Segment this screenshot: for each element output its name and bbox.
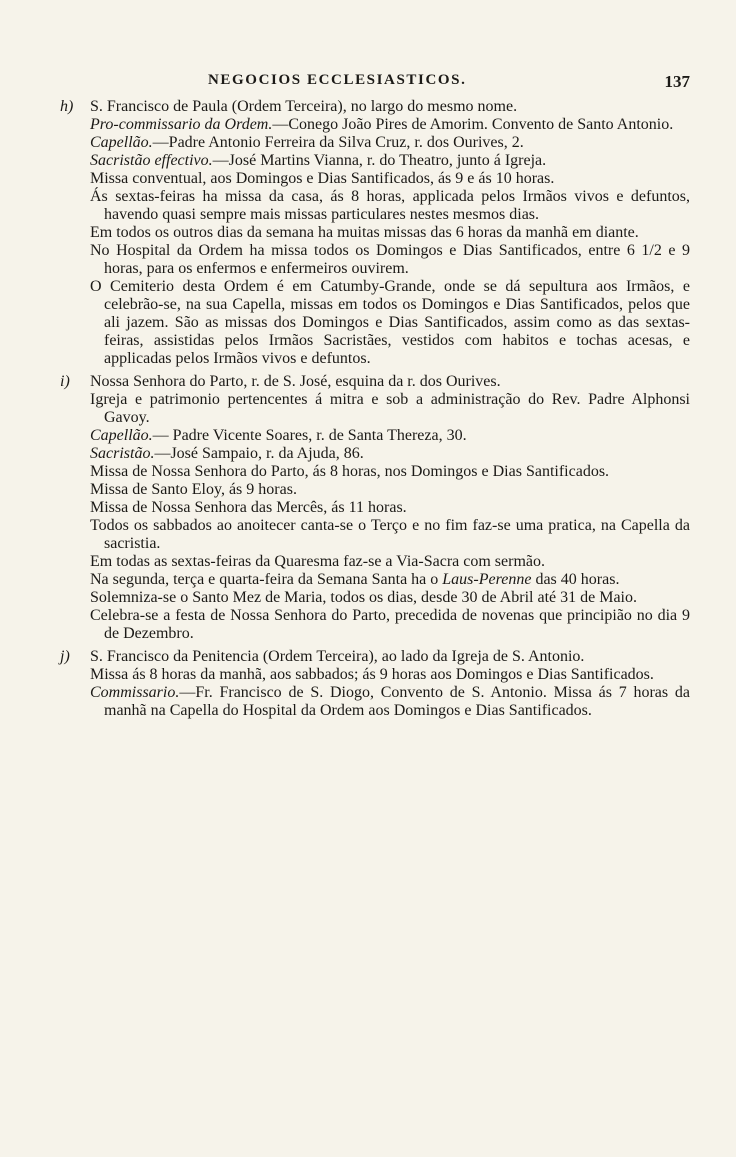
paragraph-text: Ás sextas-feiras ha missa da casa, ás 8 horas, applicada pelos Irmãos vivos e defuntos, havendo quasi sempre mais missas particulares nestes mesmos dias. <box>90 188 690 223</box>
paragraph-text: —José Martins Vianna, r. do Theatro, junto á Igreja. <box>212 152 547 169</box>
entry-h <box>60 98 690 368</box>
paragraph-italic-term: Laus-Perenne <box>442 571 532 588</box>
entry-marker: j) <box>60 648 70 665</box>
entry-paragraph <box>90 517 690 553</box>
entry-paragraph <box>90 134 690 152</box>
entry-marker: h) <box>60 98 74 115</box>
entry-paragraph <box>90 481 690 499</box>
paragraph-text: — Padre Vicente Soares, r. de Santa Thereza, 30. <box>152 427 467 444</box>
page-header <box>60 72 690 96</box>
entry-title: S. Francisco da Penitencia (Ordem Terceira), ao lado da Igreja de S. Antonio. <box>90 648 585 665</box>
paragraph-text: Missa de Nossa Senhora do Parto, ás 8 horas, nos Domingos e Dias Santificados. <box>90 463 610 480</box>
paragraph-text: —Fr. Francisco de S. Diogo, Convento de S. Antonio. Missa ás 7 horas da manhã na Capella do Hospital da Ordem aos Domingos e Dias Santificados. <box>104 684 690 719</box>
paragraph-text: Missa conventual, aos Domingos e Dias Santificados, ás 9 e ás 10 horas. <box>90 170 555 187</box>
paragraph-text: Missa de Nossa Senhora das Mercês, ás 11 horas. <box>90 499 407 516</box>
paragraph-text: —José Sampaio, r. da Ajuda, 86. <box>154 445 364 462</box>
entry-paragraph <box>90 391 690 427</box>
running-head: NEGOCIOS ECCLESIASTICOS. <box>208 72 467 88</box>
paragraph-label: Sacristão. <box>90 445 155 462</box>
paragraph-text: Solemniza-se o Santo Mez de Maria, todos os dias, desde 30 de Abril até 31 de Maio. <box>90 589 637 606</box>
paragraph-text: Em todos os outros dias da semana ha muitas missas das 6 horas da manhã em diante. <box>90 224 639 241</box>
paragraph-text-tail: das 40 horas. <box>531 571 620 588</box>
paragraph-text: O Cemiterio desta Ordem é em Catumby-Grande, onde se dá sepultura aos Irmãos, e celebrão-se, na sua Capella, missas em todos os Domingos e Dias Santificados, pelos que ali jazem. São as missas dos Domingos e Dias Santificados, assim como as das sextas-feiras, assistidas pelos Irmãos Sacristães, vestidos com habitos e tochas acesas, e applicadas pelos Irmãos vivos e defuntos. <box>90 278 690 367</box>
paragraph-label: Capellão. <box>90 427 153 444</box>
entry-paragraph <box>90 666 690 684</box>
entry-paragraph <box>90 427 690 445</box>
paragraph-text: Missa ás 8 horas da manhã, aos sabbados; ás 9 horas aos Domingos e Dias Santificados. <box>90 666 654 683</box>
entry-j <box>60 648 690 720</box>
paragraph-text: Todos os sabbados ao anoitecer canta-se o Terço e no fim faz-se uma pratica, na Capella da sacristia. <box>90 517 690 552</box>
paragraph-text: Igreja e patrimonio pertencentes á mitra e sob a administração do Rev. Padre Alphonsi Gavoy. <box>90 391 690 426</box>
entry-paragraph <box>90 463 690 481</box>
paragraph-text: Celebra-se a festa de Nossa Senhora do Parto, precedida de novenas que principião no dia 9 de Dezembro. <box>90 607 690 642</box>
entry-paragraph <box>90 188 690 224</box>
paragraph-text: —Conego João Pires de Amorim. Convento de Santo Antonio. <box>272 116 674 133</box>
entry-paragraph <box>90 152 690 170</box>
paragraph-label: Sacristão effectivo. <box>90 152 213 169</box>
paragraph-text: No Hospital da Ordem ha missa todos os Domingos e Dias Santificados, entre 6 1/2 e 9 horas, para os enfermos e enfermeiros ouvirem. <box>90 242 690 277</box>
paragraph-label: Capellão. <box>90 134 153 151</box>
entry-paragraph <box>90 278 690 368</box>
paragraph-label: Pro-commissario da Ordem. <box>90 116 273 133</box>
paragraph-text: —Padre Antonio Ferreira da Silva Cruz, r. dos Ourives, 2. <box>152 134 524 151</box>
entry-paragraph <box>90 242 690 278</box>
entry-paragraph <box>90 499 690 517</box>
entry-i <box>60 373 690 643</box>
paragraph-text: Em todas as sextas-feiras da Quaresma faz-se a Via-Sacra com sermão. <box>90 553 545 570</box>
entry-paragraph <box>90 445 690 463</box>
entry-paragraph <box>90 170 690 188</box>
entry-paragraph <box>90 684 690 720</box>
page-number: 137 <box>664 72 690 91</box>
paragraph-label: Commissario. <box>90 684 180 701</box>
paragraph-text: Na segunda, terça e quarta-feira da Semana Santa ha o <box>90 571 443 588</box>
entry-title: Nossa Senhora do Parto, r. de S. José, esquina da r. dos Ourives. <box>90 373 501 390</box>
paragraph-text: Missa de Santo Eloy, ás 9 horas. <box>90 481 297 498</box>
entry-paragraph <box>90 224 690 242</box>
entry-paragraph <box>90 553 690 571</box>
page-body <box>60 98 690 720</box>
entry-paragraph <box>90 116 690 134</box>
entry-paragraph <box>90 571 690 589</box>
entry-title: S. Francisco de Paula (Ordem Terceira), no largo do mesmo nome. <box>90 98 518 115</box>
entry-marker: i) <box>60 373 70 390</box>
entry-paragraph <box>90 607 690 643</box>
entry-paragraph <box>90 589 690 607</box>
